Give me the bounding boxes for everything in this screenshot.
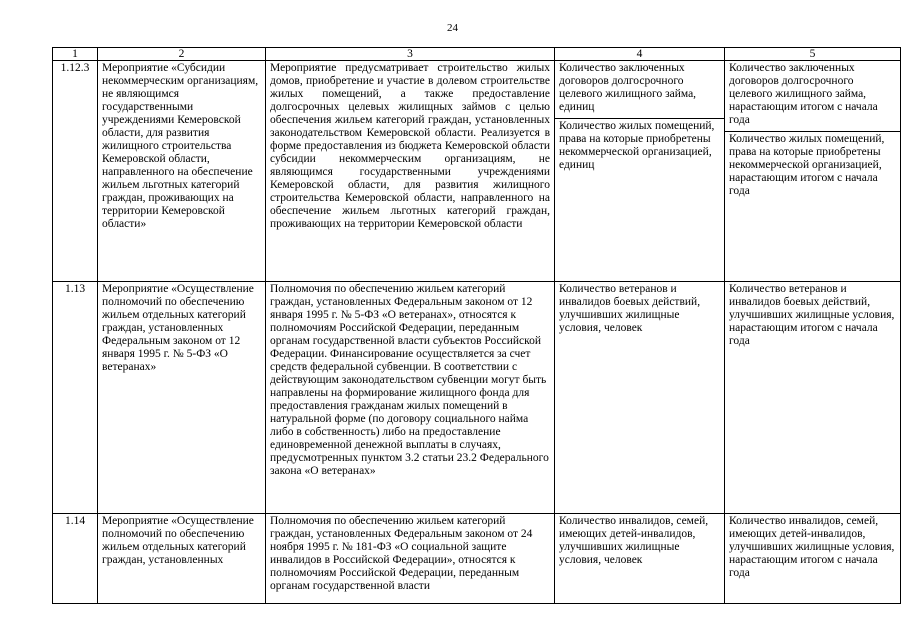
event-name: Мероприятие «Субсидии некоммерческим организациям, не являющимся государственными учреждениями Кемеровской области, для развития жилищного строительства Кемеровской области, направленного на обеспечение жильем льготных категорий граждан, проживающих на территории Кемеровской области»	[98, 61, 266, 282]
row-number: 1.14	[53, 514, 98, 604]
table-row	[53, 514, 901, 604]
event-description: Мероприятие предусматривает строительство жилых домов, приобретение и участие в долевом строительстве жилых помещений, а также предоставление долгосрочных целевых жилищных займов с целью обеспечения жильем категорий граждан, установленных законодательством Кемеровской области. Реализуется в форме предоставления из бюджета Кемеровской области субсидии некоммерческим организациям, не являющимся государственными учреждениями Кемеровской области, для развития жилищного строительства Кемеровской области, направленного на обеспечение жильем льготных категорий граждан, проживающих на территории Кемеровской области	[266, 61, 555, 282]
indicator-measure: Количество инвалидов, семей, имеющих детей-инвалидов, улучшивших жилищные условия, нарастающим итогом с начала года	[725, 514, 901, 604]
indicator-name: Количество ветеранов и инвалидов боевых действий, улучшивших жилищные условия, человек	[555, 282, 725, 514]
table-row	[53, 61, 901, 282]
event-description: Полномочия по обеспечению жильем категорий граждан, установленных Федеральным законом от 24 ноября 1995 г. № 181-ФЗ «О социальной защите инвалидов в Российской Федерации», относятся к полномочиям Российской Федерации, переданным органам государственной власти	[266, 514, 555, 604]
indicator-name: Количество жилых помещений, права на которые приобретены некоммерческой организацией, единиц	[555, 118, 724, 172]
indicator-cell	[555, 61, 725, 282]
column-header: 5	[725, 48, 901, 61]
indicator-measure: Количество заключенных договоров долгосрочного целевого жилищного займа, нарастающим итогом с начала года	[729, 62, 878, 126]
column-header: 2	[98, 48, 266, 61]
indicator-measure: Количество жилых помещений, права на которые приобретены некоммерческой организацией, нарастающим итогом с начала года	[725, 131, 900, 198]
event-name: Мероприятие «Осуществление полномочий по обеспечению жильем отдельных категорий граждан, установленных Федеральным законом от 12 января 1995 г. № 5-ФЗ «О ветеранах»	[98, 282, 266, 514]
event-name: Мероприятие «Осуществление полномочий по обеспечению жильем отдельных категорий граждан, установленных	[98, 514, 266, 604]
indicator-name: Количество инвалидов, семей, имеющих детей-инвалидов, улучшивших жилищные условия, человек	[555, 514, 725, 604]
table-header-row	[53, 48, 901, 61]
measure-cell	[725, 61, 901, 282]
event-description: Полномочия по обеспечению жильем категорий граждан, установленных Федеральным законом от 12 января 1995 г. № 5-ФЗ «О ветеранах», относятся к полномочиям Российской Федерации, переданным органам государственной власти субъектов Российской Федерации. Финансирование осуществляется за счет средств федеральной субвенции. В соответствии с действующим законодательством субвенции могут быть направлены на формирование жилищного фонда для предоставления гражданам жилых помещений в натуральной форме (по договору социального найма либо в собственность) либо на предоставление единовременной денежной выплаты в случаях, предусмотренных пунктом 3.2 статьи 23.2 Федерального закона «О ветеранах»	[266, 282, 555, 514]
row-number: 1.12.3	[53, 61, 98, 282]
table-row	[53, 282, 901, 514]
page-number: 24	[447, 22, 458, 34]
column-header: 1	[53, 48, 98, 61]
column-header: 4	[555, 48, 725, 61]
indicator-measure: Количество ветеранов и инвалидов боевых действий, улучшивших жилищные условия, нарастающим итогом с начала года	[725, 282, 901, 514]
column-header: 3	[266, 48, 555, 61]
indicator-name: Количество заключенных договоров долгосрочного целевого жилищного займа, единиц	[559, 62, 697, 113]
program-measures-table	[52, 47, 901, 604]
row-number: 1.13	[53, 282, 98, 514]
